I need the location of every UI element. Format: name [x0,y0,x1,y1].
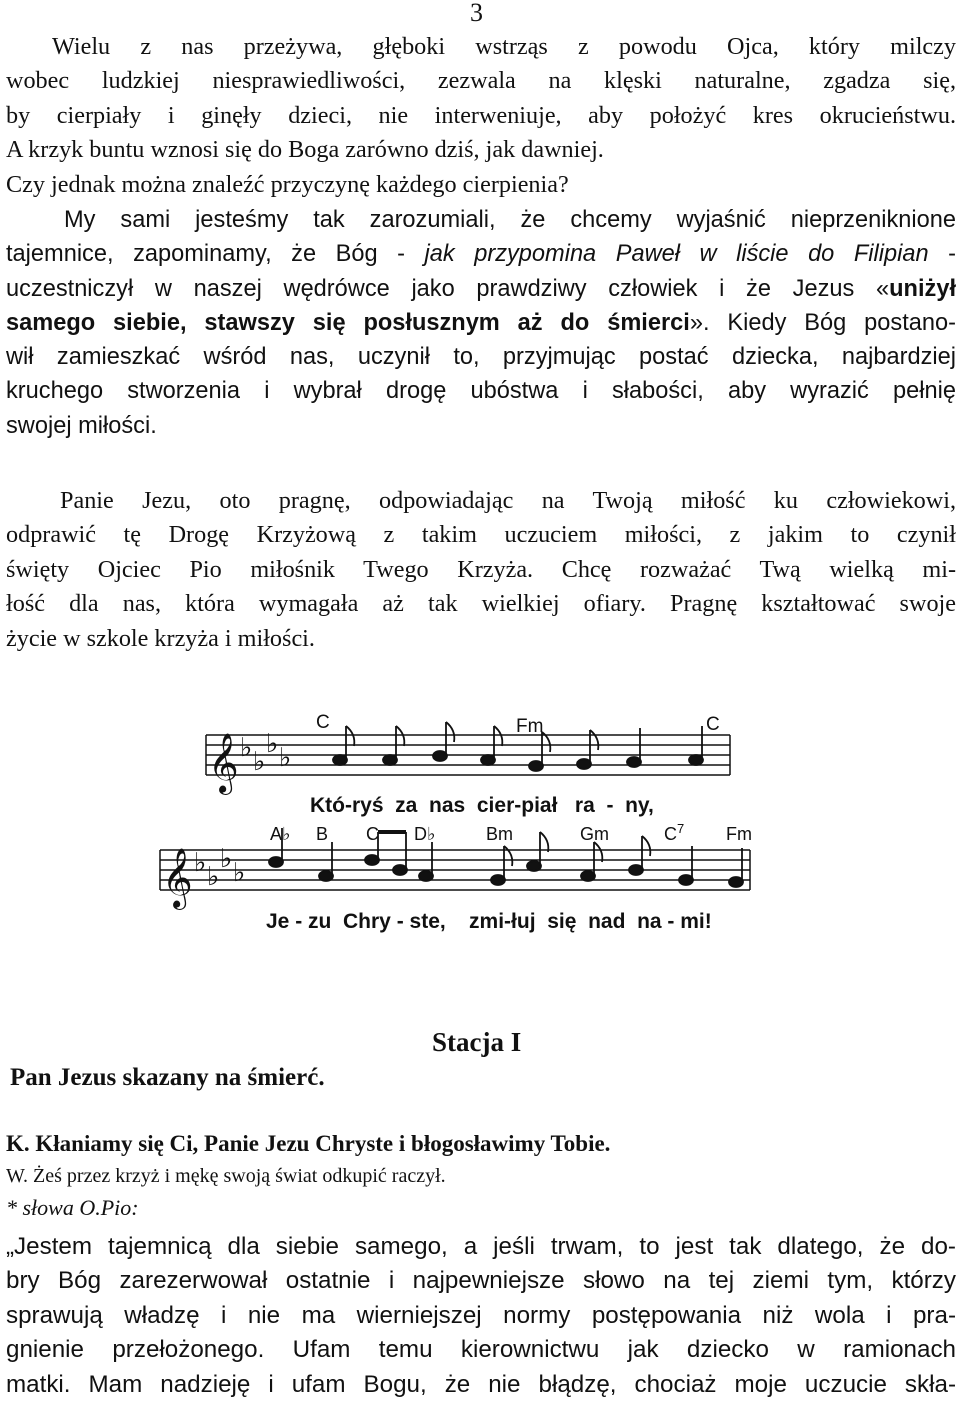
bold-quote: samego siebie, stawszy się posłusznym aż do śmierci [6,309,690,336]
chord-root: C [664,824,677,844]
chord-label: C [366,824,379,844]
flat-icon: ♭ [207,862,220,892]
chord-superscript: 7 [677,821,685,836]
text-line: wobec ludzkiej niesprawiedliwości, zezwala na klęski naturalne, zgadza się, [6,67,956,95]
response-k: K. Kłaniamy się Ci, Panie Jezu Chryste i błogosławimy Tobie. [6,1131,611,1156]
chord-label: Fm [516,716,544,737]
text-line [6,374,956,408]
text-line: bry Bóg zarezerwował ostatnie i najpewniejsze słowo na tej ziemi tym, którzy [6,1267,956,1295]
chord-label: B [316,824,329,844]
text-line: święty Ojciec Pio miłośnik Twego Krzyża. Chcę rozważać Twą wielką mi- [6,555,956,583]
quote-paragraph [6,1230,956,1402]
text-segment: uczestniczył w naszej wędrówce jako prawdziwy człowiek i że Jezus « [6,275,890,302]
chord-label: D♭ [414,824,436,844]
chord-label: A♭ [270,824,291,844]
text-line: „Jestem tajemnicą dla siebie samego, a jeśli trwam, to jest tak dlatego, że do- [6,1233,956,1260]
text-line [6,306,956,340]
text-line [6,409,956,443]
text-line [6,237,956,271]
flat-icon: ♭ [194,848,207,878]
treble-clef-icon: 𝄞 [162,848,193,908]
flat-icon: ♭ [240,733,253,763]
page-number: 3 [470,0,483,27]
text-line: życie w szkole krzyża i miłości. [6,624,315,652]
text-segment: - [928,241,956,268]
text-line [6,340,956,374]
sheet-music [150,700,790,950]
station-number: Stacja I [432,1027,522,1057]
text-line: Wielu z nas przeżywa, głęboki wstrząs z powodu Ojca, który milczy [52,33,956,60]
text-segment: ». Kiedy Bóg postano- [689,309,956,336]
chord-label: Fm [726,824,752,844]
station-title: Pan Jezus skazany na śmierć. [10,1064,325,1091]
response-w: W. Żeś przez krzyż i mękę swoją świat odkupić raczył. [6,1165,446,1187]
text-segment: swojej miłości. [6,412,157,439]
text-line: Czy jednak można znaleźć przyczynę każdego cierpienia? [6,170,569,198]
bold-quote: uniżył [889,275,956,302]
text-line: Panie Jezu, oto pragnę, odpowiadając na Twoją miłość ku człowiekowi, [60,487,956,514]
italic-citation: jak przypomina Paweł w liście do Filipian [424,241,929,268]
flat-icon: ♭ [220,844,233,874]
text-line [6,203,956,237]
text-segment: My sami jesteśmy tak zarozumiali, że chcemy wyjaśnić nieprzeniknione [64,207,956,233]
prayer-paragraph [6,484,956,656]
intro-paragraph [6,30,956,202]
flat-icon: ♭ [233,858,246,888]
text-line [6,272,956,306]
quote-source: * słowa O.Pio: [6,1195,139,1220]
text-line: odprawić tę Drogę Krzyżową z takim uczuciem miłości, z jakim to czynił [6,521,956,549]
flat-icon: ♭ [253,747,266,777]
lyrics-line: Je - zu Chry - ste, zmi-łuj się nad na - mi! [266,910,712,933]
chord-label: Bm [486,824,513,844]
chord-label: C [316,712,330,733]
text-line: by cierpiały i ginęły dzieci, nie interweniuje, aby położyć kres okrucieństwu. [6,101,956,129]
flat-icon: ♭ [266,729,279,759]
flat-icon: ♭ [279,743,292,773]
chord-label: Gm [580,824,609,844]
second-paragraph [6,203,956,443]
chord-label: C [706,714,720,735]
lyrics-line: Któ-ryś za nas cier-piał ra - ny, [310,794,654,817]
text-line: łość dla nas, która wymagała aż tak wielkiej ofiary. Pragnę kształtować swoje [6,590,956,618]
text-line: matki. Mam nadzieję i ufam Bogu, że nie błądzę, chociaż moje uczucie skła- [6,1370,956,1398]
text-segment: wił zamieszkać wśród nas, uczynił to, przyjmując postać dziecka, najbardziej [6,344,956,371]
chord-label [664,821,684,844]
treble-clef-icon: 𝄞 [208,733,239,793]
text-line: A krzyk buntu wznosi się do Boga zarówno dziś, jak dawniej. [6,136,604,164]
text-line: sprawują władzę i nie ma wierniejszej normy postępowania niż wola i pra- [6,1301,956,1329]
text-segment: kruchego stworzenia i wybrał drogę ubóstwa i słabości, aby wyrazić pełnię [6,378,956,405]
text-segment: tajemnice, zapominamy, że Bóg - [6,241,425,268]
text-line: gnienie przełożonego. Ufam temu kierownictwu jak dziecko w ramionach [6,1336,956,1364]
